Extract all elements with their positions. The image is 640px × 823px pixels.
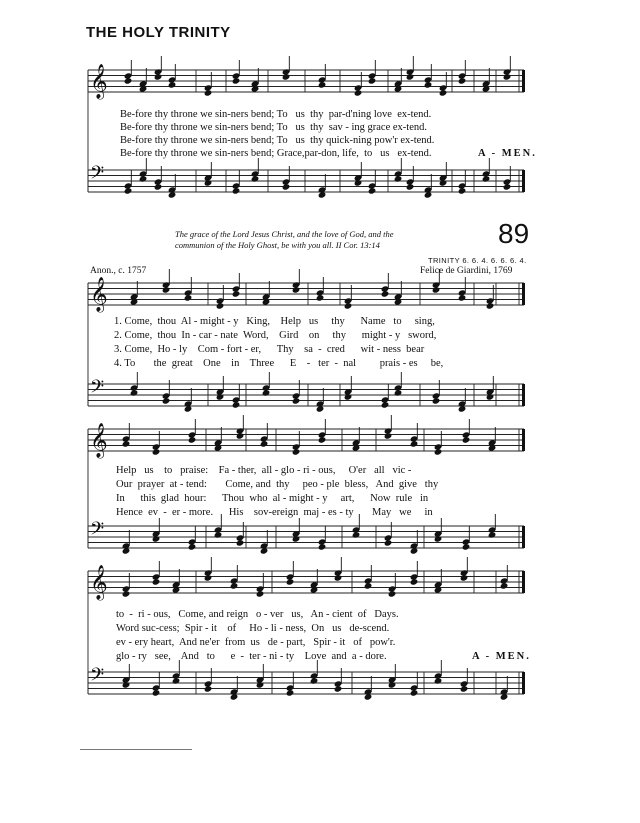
hymn89-system2-treble-note <box>462 436 471 443</box>
top-lyric-line-2: Be-fore thy throne we sin-ners bend; To us thy sav - ing grace ex-tend. <box>120 122 427 133</box>
hymn-number: 89 <box>498 218 530 249</box>
top-hymn-system-treble-note <box>439 89 448 96</box>
top-hymn-system-treble-note <box>406 73 415 80</box>
system1-lyrics <box>0 316 640 396</box>
hymn89-system3-treble-note <box>122 590 131 597</box>
hymn89-system2-treble-note <box>384 432 393 439</box>
hymn89-system1-bass-note <box>432 397 441 404</box>
s2-verse-3: In this glad hour: Thou who al - might - y art, Now rule in <box>116 493 429 504</box>
hymn89-system1-treble-clef-icon: 𝄞 <box>90 277 108 312</box>
hymn89-system3-treble-final-thick <box>522 571 525 593</box>
reference-line-1: The grace of the Lord Jesus Christ, and the love of God, and the <box>175 229 394 239</box>
s1-verse-1: 1. Come, thou Al - might - y King, Help us thy Name to sing, <box>114 316 435 327</box>
composer-credit: Felice de Giardini, 1769 <box>420 266 513 276</box>
top-hymn-system-treble-final-thick <box>522 70 525 92</box>
hymn89-system1-treble-note <box>184 294 193 301</box>
hymn89-system2-bass-clef-icon: 𝄢 <box>90 519 105 544</box>
hymn89-system1-treble-note <box>432 286 441 293</box>
top-hymn-system-treble-clef-icon: 𝄞 <box>90 64 108 99</box>
hymn89-system2-treble-note <box>260 440 269 447</box>
hymn89-system2-treble-note <box>292 448 301 455</box>
hymn89-system3-treble-note <box>364 582 373 589</box>
hymn89-system3-treble-note <box>500 582 509 589</box>
s2-verse-4: Hence ev - er - more. His sov-ereign maj - es - ty May we in <box>116 507 433 518</box>
top-hymn-system-bass-clef-icon: 𝄢 <box>90 163 105 188</box>
hymn89-system2-treble-note <box>122 440 131 447</box>
hymn89-system1-treble-note <box>458 294 467 301</box>
hymn89-system1-treble-note <box>486 302 495 309</box>
hymn89-system1-treble-note <box>381 290 390 297</box>
s3-verse-4: glo - ry see, And to e - ter - ni - ty Love and a - dore. <box>116 651 387 662</box>
hymn89-system3-bass-note <box>410 689 419 696</box>
hymn89-system3-treble-note <box>460 574 469 581</box>
hymn89-amen: A - MEN. <box>472 651 531 662</box>
hymn89-system1-treble-note <box>316 294 325 301</box>
hymn89-system1-treble-note <box>232 290 241 297</box>
hymn89-system3-treble-note <box>230 582 239 589</box>
hymn89-system1-treble-note <box>162 286 171 293</box>
author-credit: Anon., c. 1757 <box>90 266 147 276</box>
hymn89-system3-treble-note <box>286 578 295 585</box>
s2-verse-2: Our prayer at - tend: Come, and thy peo - ple bless, And give thy <box>116 479 439 490</box>
top-hymn-system-treble-note <box>124 77 133 84</box>
s1-verse-4: 4. To the great One in Three E - ter - nal prais - es be, <box>114 358 444 369</box>
top-hymn-lyrics <box>0 109 640 189</box>
footer-rule <box>80 749 192 750</box>
top-hymn-system-treble-note <box>282 73 291 80</box>
hymn89-system3-bass-note <box>152 689 161 696</box>
hymn89-system1-bass-clef-icon: 𝄢 <box>90 377 105 402</box>
tune-name: TRINITY 6. 6. 4. 6. 6. 6. 4. <box>428 256 527 265</box>
hymn89-system3-treble-note <box>410 578 419 585</box>
top-amen: A - MEN. <box>478 148 537 159</box>
s3-verse-1: to - ri - ous, Come, and reign o - ver us, An - cient of Days. <box>116 609 399 620</box>
top-lyric-line-3: Be-fore thy throne we sin-ners bend; To us thy quick-ning pow'r ex-tend. <box>120 135 435 146</box>
reference-line-2: communion of the Holy Ghost, be with you all. II Cor. 13:14 <box>175 240 380 250</box>
s1-verse-2: 2. Come, thou In - car - nate Word, Gird on thy might - y sword, <box>114 330 437 341</box>
top-lyric-line-4: Be-fore thy throne we sin-ners bend; Grace,par-don, life, to us ex-tend. <box>120 148 432 159</box>
hymn89-system3-treble-clef-icon: 𝄞 <box>90 565 108 600</box>
top-hymn-system-treble-note <box>204 89 213 96</box>
top-lyric-line-1: Be-fore thy throne we sin-ners bend; To us thy par-d'ning love ex-tend. <box>120 109 432 120</box>
hymn89-system2-treble-note <box>410 440 419 447</box>
hymn89-system3-bass-note <box>286 689 295 696</box>
hymn89-system2-treble-note <box>152 448 161 455</box>
hymn89-system2-treble-final-thick <box>522 429 525 451</box>
hymn89-system2-treble-note <box>236 432 245 439</box>
hymn89-system1-bass-note <box>162 397 171 404</box>
top-hymn-system-treble-note <box>354 89 363 96</box>
system2-lyrics <box>0 465 640 545</box>
hymn89-system3-treble-note <box>204 574 213 581</box>
hymn89-system2-treble-note <box>188 436 197 443</box>
page-header: THE HOLY TRINITY <box>86 24 231 41</box>
hymn89-system3-bass-clef-icon: 𝄢 <box>90 665 105 690</box>
hymn89-system1-bass-note <box>232 401 241 408</box>
hymn89-system1-treble-note <box>344 302 353 309</box>
hymn89-system2-treble-note <box>434 448 443 455</box>
hymn89-system1-treble-note <box>216 302 225 309</box>
hymn89-system2-treble-clef-icon: 𝄞 <box>90 423 108 458</box>
hymn89-system2-treble-note <box>318 436 327 443</box>
s3-verse-2: Word suc-cess; Spir - it of Ho - li - ness, On us de-scend. <box>116 623 390 634</box>
top-hymn-system-treble-note <box>458 77 467 84</box>
top-hymn-system-treble-note <box>232 77 241 84</box>
top-hymn-system-treble-note <box>424 81 433 88</box>
hymn89-system1-bass-note <box>292 397 301 404</box>
top-hymn-system-treble-note <box>318 81 327 88</box>
hymn89-system1-bass-note <box>381 401 390 408</box>
system3-lyrics <box>0 609 640 689</box>
top-hymn-system-treble-note <box>168 81 177 88</box>
hymn89-system3-treble-note <box>388 590 397 597</box>
hymn89-system3-treble-note <box>334 574 343 581</box>
s3-verse-3: ev - ery heart, And ne'er from us de - part, Spir - it of pow'r. <box>116 637 396 648</box>
s1-verse-3: 3. Come, Ho - ly Com - fort - er, Thy sa - cred wit - ness bear <box>114 344 425 355</box>
hymn89-system1-treble-note <box>292 286 301 293</box>
hymn89-system1-treble-final-thick <box>522 283 525 305</box>
hymn89-system3-treble-note <box>256 590 265 597</box>
top-hymn-system-treble-note <box>154 73 163 80</box>
s2-verse-1: Help us to praise: Fa - ther, all - glo - ri - ous, O'er all vic - <box>116 465 412 476</box>
top-hymn-system-treble-note <box>368 77 377 84</box>
hymn89-system3-treble-note <box>152 578 161 585</box>
top-hymn-system-treble-note <box>503 73 512 80</box>
scripture-reference <box>175 229 495 251</box>
